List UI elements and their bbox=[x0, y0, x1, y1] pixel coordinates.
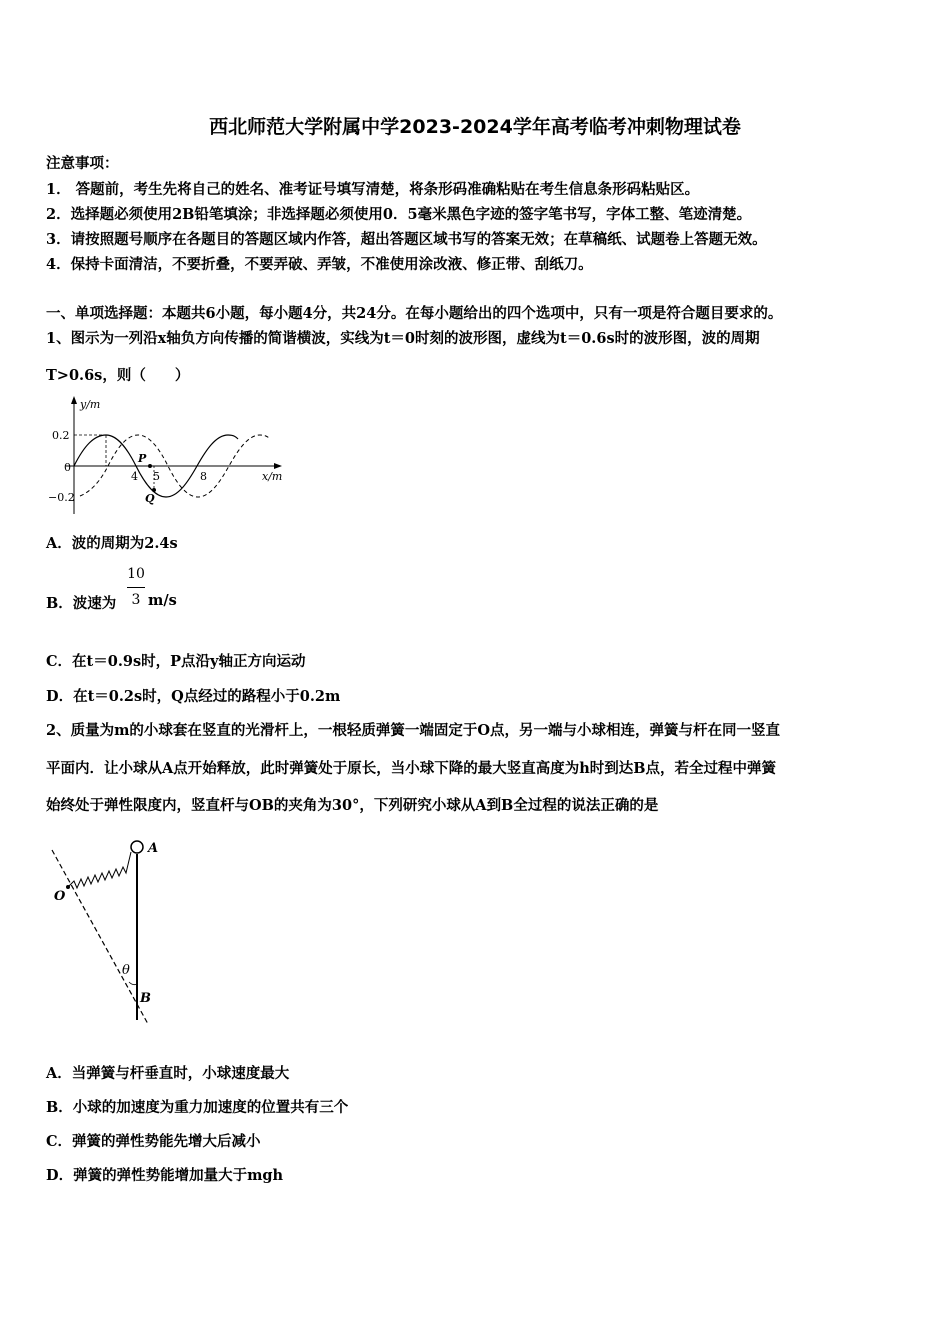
q1-option-b-prefix: B．波速为 bbox=[46, 595, 117, 612]
ball-A bbox=[131, 841, 143, 853]
notice-item-1: 1． 答题前，考生先将自己的姓名、准考证号填写清楚，将条形码准确粘贴在考生信息条形码粘贴区。 bbox=[46, 181, 700, 198]
notice-item-3: 3．请按照题号顺序在各题目的答题区域内作答，超出答题区域书写的答案无效；在草稿纸、试题卷上答题无效。 bbox=[46, 231, 767, 248]
x-axis-arrow bbox=[274, 463, 282, 469]
q2-stem-line1: 2、质量为m的小球套在竖直的光滑杆上，一根轻质弹簧一端固定于O点，另一端与小球相连，弹簧与杆在同一竖直 bbox=[46, 722, 781, 739]
q1-option-c: C．在t＝0.9s时，P点沿y轴正方向运动 bbox=[46, 653, 306, 670]
q1-option-b-fraction-bar bbox=[127, 587, 145, 588]
q1-stem-line2: T>0.6s，则（ ） bbox=[46, 367, 190, 384]
q1-option-b-unit: m/s bbox=[148, 592, 177, 609]
page-title: 西北师范大学附属中学2023-2024学年高考临考冲刺物理试卷 bbox=[209, 116, 741, 138]
spring bbox=[68, 852, 131, 888]
y-tick-bottom: −0.2 bbox=[48, 491, 75, 504]
q2-option-a: A．当弹簧与杆垂直时，小球速度最大 bbox=[46, 1065, 290, 1082]
q2-stem-line2: 平面内．让小球从A点开始释放，此时弹簧处于原长，当小球下降的最大竖直高度为h时到达B点，若全过程中弹簧 bbox=[46, 760, 777, 777]
angle-arc bbox=[129, 982, 137, 985]
y-tick-zero: 0 bbox=[64, 461, 71, 474]
label-B: B bbox=[140, 991, 151, 1006]
y-tick-top: 0.2 bbox=[52, 429, 70, 442]
section-heading: 一、单项选择题：本题共6小题，每小题4分，共24分。在每小题给出的四个选项中，只有一项是符合题目要求的。 bbox=[46, 305, 783, 322]
x-tick-8: 8 bbox=[200, 470, 207, 483]
q1-option-a: A．波的周期为2.4s bbox=[46, 535, 178, 552]
spring-rod-figure bbox=[44, 832, 184, 1026]
label-A: A bbox=[148, 841, 159, 856]
label-Q: Q bbox=[145, 492, 155, 505]
point-P bbox=[148, 464, 152, 468]
label-O: O bbox=[54, 889, 66, 904]
x-tick-4: 4 bbox=[131, 470, 138, 483]
q1-stem-line1: 1、图示为一列沿x轴负方向传播的简谐横波，实线为t＝0时刻的波形图，虚线为t＝0.6s时的波形图，波的周期 bbox=[46, 330, 760, 347]
x-axis-label: x/m bbox=[262, 470, 283, 483]
notice-item-2: 2．选择题必须使用2B铅笔填涂；非选择题必须使用0．5毫米黑色字迹的签字笔书写，字体工整、笔迹清楚。 bbox=[46, 206, 752, 223]
x-tick-5: 5 bbox=[153, 470, 160, 483]
label-theta: θ bbox=[122, 963, 130, 978]
pivot-O bbox=[66, 885, 70, 889]
q2-option-b: B．小球的加速度为重力加速度的位置共有三个 bbox=[46, 1099, 349, 1116]
q2-option-d: D．弹簧的弹性势能增加量大于mgh bbox=[46, 1167, 284, 1184]
label-P: P bbox=[138, 452, 147, 465]
wave-graph bbox=[44, 394, 294, 516]
y-axis-label: y/m bbox=[80, 398, 101, 411]
notice-item-4: 4．保持卡面清洁，不要折叠，不要弄破、弄皱，不准使用涂改液、修正带、刮纸刀。 bbox=[46, 256, 593, 273]
q1-option-b-numerator: 10 bbox=[127, 566, 145, 582]
q1-option-b-denominator: 3 bbox=[131, 592, 141, 608]
q1-option-d: D．在t＝0.2s时，Q点经过的路程小于0.2m bbox=[46, 688, 341, 705]
q2-option-c: C．弹簧的弹性势能先增大后减小 bbox=[46, 1133, 261, 1150]
notice-heading: 注意事项： bbox=[46, 155, 119, 172]
ob-dashed-line bbox=[52, 850, 148, 1024]
q2-stem-line3: 始终处于弹性限度内，竖直杆与OB的夹角为30°，下列研究小球从A到B全过程的说法正确的是 bbox=[46, 797, 659, 814]
y-axis-arrow bbox=[71, 396, 77, 404]
